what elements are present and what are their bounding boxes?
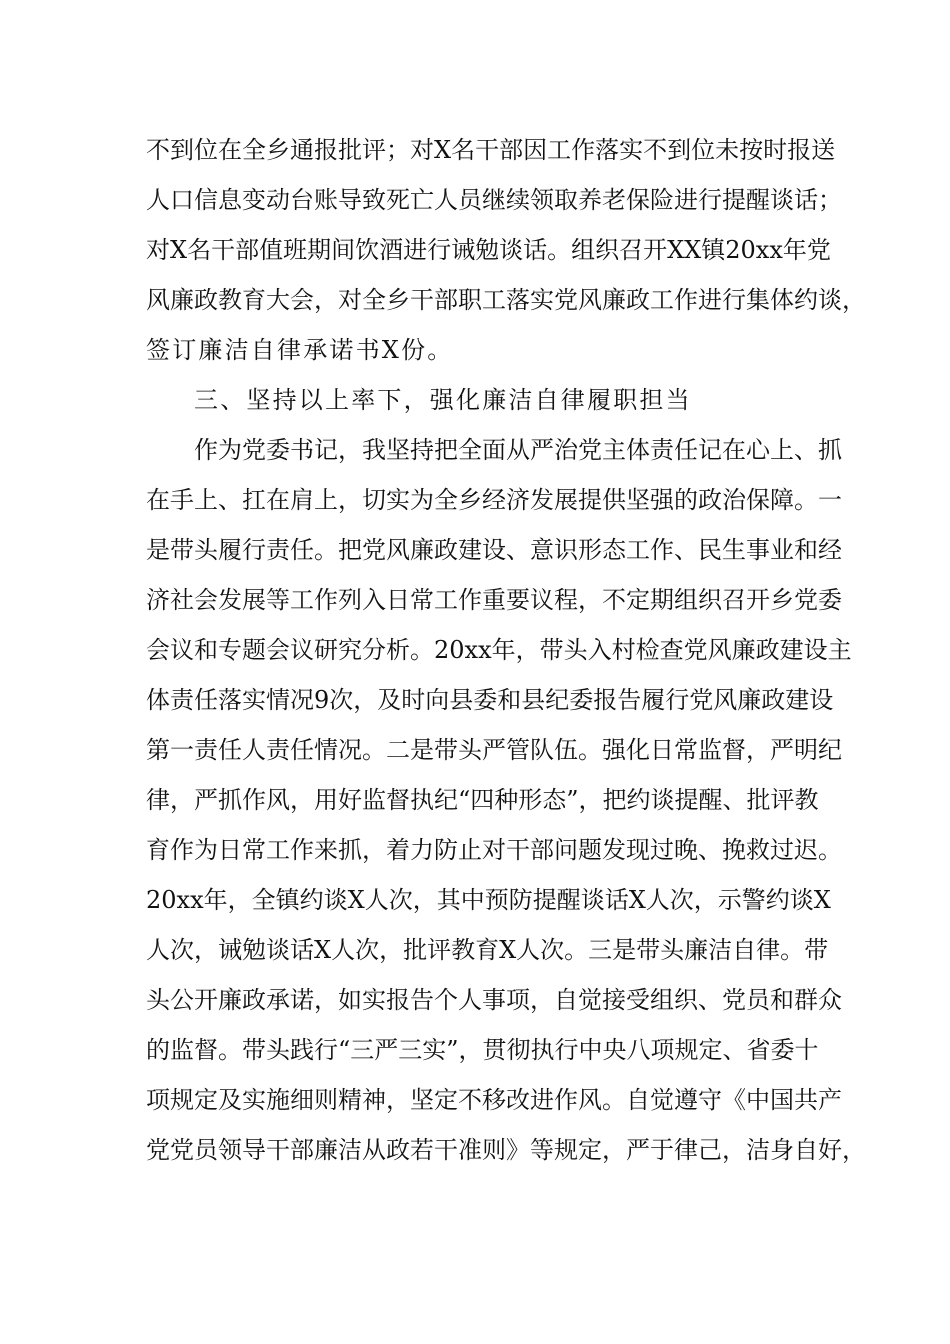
text-line-10: 济社会发展等工作列入日常工作重要议程，不定期组织召开乡党委 xyxy=(146,586,842,614)
text-line-12: 体责任落实情况9次，及时向县委和县纪委报告履行党风廉政建设 xyxy=(146,686,834,714)
text-line-15: 育作为日常工作来抓，着力防止对干部问题发现过晚、挽救过迟。 xyxy=(146,836,842,864)
text-line-18: 头公开廉政承诺，如实报告个人事项，自觉接受组织、党员和群众 xyxy=(146,986,842,1014)
text-line-9: 是带头履行责任。把党风廉政建设、意识形态工作、民生事业和经 xyxy=(146,536,842,564)
text-line-14: 律，严抓作风，用好监督执纪“四种形态”，把约谈提醒、批评教 xyxy=(146,786,819,814)
text-line-8: 在手上、扛在肩上，切实为全乡经济发展提供坚强的政治保障。一 xyxy=(146,486,842,514)
text-line-21: 党党员领导干部廉洁从政若干准则》等规定，严于律己，洁身自好， xyxy=(146,1136,866,1164)
text-line-20: 项规定及实施细则精神，坚定不移改进作风。自觉遵守《中国共产 xyxy=(146,1086,842,1114)
text-line-13: 第一责任人责任情况。二是带头严管队伍。强化日常监督，严明纪 xyxy=(146,736,842,764)
text-line-17: 人次，诫勉谈话X人次，批评教育X人次。三是带头廉洁自律。带 xyxy=(146,936,829,964)
text-line-1: 不到位在全乡通报批评；对X名干部因工作落实不到位未按时报送 xyxy=(146,136,836,164)
text-line-3: 对X名干部值班期间饮酒进行诫勉谈话。组织召开XX镇20xx年党 xyxy=(146,236,831,264)
text-line-19: 的监督。带头践行“三严三实”，贯彻执行中央八项规定、省委十 xyxy=(146,1036,819,1064)
text-line-2: 人口信息变动台账导致死亡人员继续领取养老保险进行提醒谈话； xyxy=(146,186,842,214)
text-line-16: 20xx年，全镇约谈X人次，其中预防提醒谈话X人次，示警约谈X xyxy=(146,886,831,914)
text-line-5: 签订廉洁自律承诺书X份。 xyxy=(146,336,454,364)
text-line-4: 风廉政教育大会，对全乡干部职工落实党风廉政工作进行集体约谈， xyxy=(146,286,866,314)
text-line-7: 作为党委书记，我坚持把全面从严治党主体责任记在心上、抓 xyxy=(194,436,842,464)
text-line-11: 会议和专题会议研究分析。20xx年，带头入村检查党风廉政建设主 xyxy=(146,636,852,664)
section-heading: 三、坚持以上率下，强化廉洁自律履职担当 xyxy=(194,386,692,414)
